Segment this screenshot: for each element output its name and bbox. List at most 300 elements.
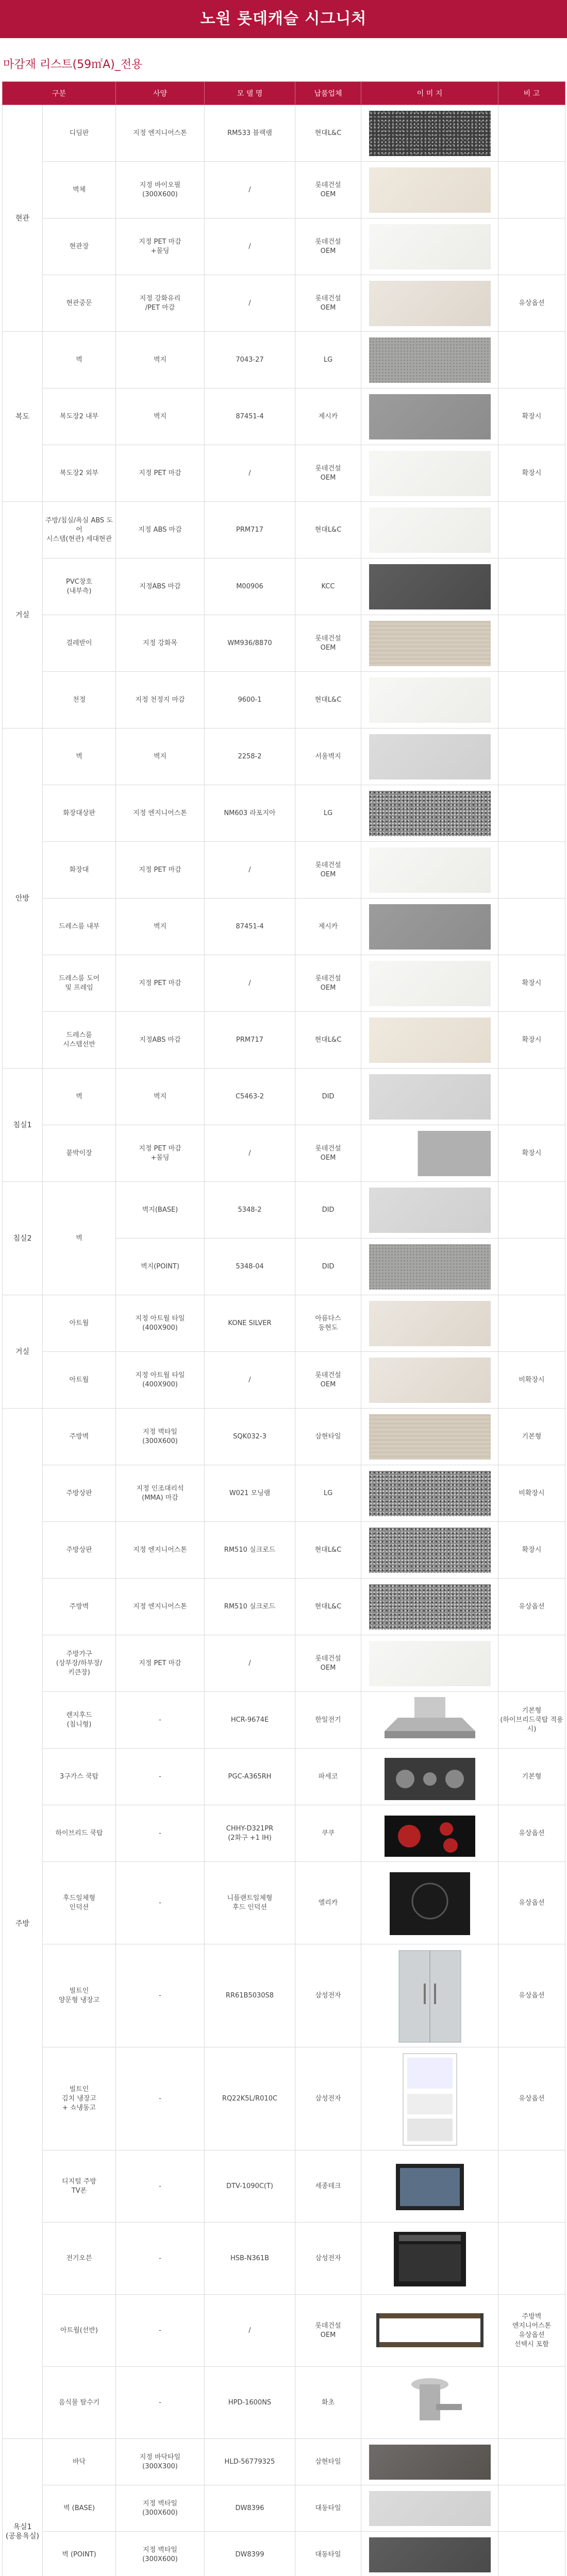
table-row [3, 162, 565, 218]
cell-vendor: LG [295, 1465, 361, 1522]
cell-image [361, 2485, 498, 2532]
cell-image [361, 105, 498, 162]
cell-spec: 지정 천정지 마감 [116, 672, 205, 728]
cell-note [498, 332, 565, 388]
table-row [3, 1069, 565, 1125]
cell-vendor: 롯데건설 OEM [295, 615, 361, 672]
cell-subcategory: 벽 [43, 728, 116, 785]
cell-subcategory: 하이브리드 쿡탑 [43, 1805, 116, 1862]
material-swatch [369, 1074, 491, 1120]
cell-subcategory: 빌트인 김치 냉장고 + 쇼냉동고 [43, 2047, 116, 2150]
cell-spec: 지정 엔지니어스톤 [116, 105, 205, 162]
cell-vendor: 제시카 [295, 899, 361, 955]
page-title: 노원 롯데캐슬 시그니처 [0, 0, 567, 38]
cell-note [498, 728, 565, 785]
cell-note: 비확장시 [498, 1465, 565, 1522]
table-row [3, 1522, 565, 1579]
cell-vendor: 대동타일 [295, 2532, 361, 2576]
cell-image [361, 1749, 498, 1805]
cell-model: / [205, 275, 295, 332]
cell-spec: 지정 엔지니어스톤 [116, 1522, 205, 1579]
cell-image [361, 1295, 498, 1352]
cell-note [498, 2223, 565, 2295]
cell-note [498, 2439, 565, 2485]
cell-image [361, 1635, 498, 1692]
cell-image [361, 2150, 498, 2223]
gas-illustration [369, 1752, 491, 1806]
cell-model: 87451-4 [205, 899, 295, 955]
material-swatch [369, 394, 491, 439]
table-row [3, 1295, 565, 1352]
cell-image [361, 1465, 498, 1522]
material-swatch [369, 1301, 491, 1346]
cell-subcategory: 빌트인 양문형 냉장고 [43, 1944, 116, 2047]
table-row [3, 275, 565, 332]
cell-model: C5463-2 [205, 1069, 295, 1125]
cell-vendor: 현대L&C [295, 1579, 361, 1635]
cell-image [361, 2532, 498, 2576]
cell-model: / [205, 842, 295, 899]
cell-model: W021 모닝램 [205, 1465, 295, 1522]
cell-subcategory: 걸레받이 [43, 615, 116, 672]
cell-subcategory: 아트월 [43, 1352, 116, 1409]
cell-vendor: 파세코 [295, 1749, 361, 1805]
shelf-image [369, 2298, 491, 2364]
table-row [3, 2295, 565, 2367]
cell-spec: 지정 엔지니어스톤 [116, 1579, 205, 1635]
cell-model: DTV-1090C(T) [205, 2150, 295, 2223]
material-swatch [369, 2445, 491, 2480]
cell-model: 7043-27 [205, 332, 295, 388]
cell-image [361, 2439, 498, 2485]
cell-model: KONE SILVER [205, 1295, 295, 1352]
cell-spec: - [116, 1944, 205, 2047]
material-swatch [369, 337, 491, 383]
cell-image [361, 1182, 498, 1239]
cell-vendor: 삼성전자 [295, 2047, 361, 2150]
cell-subcategory: 3구가스 쿡탑 [43, 1749, 116, 1805]
table-row [3, 672, 565, 728]
cell-category: 거실 [3, 502, 43, 728]
cell-image [361, 502, 498, 558]
cell-note [498, 1239, 565, 1295]
material-swatch [369, 1584, 491, 1630]
cell-subcategory: 주방가구 (상부장/하부장/ 키큰장) [43, 1635, 116, 1692]
header-vendor: 납품업체 [295, 82, 361, 105]
cell-image [361, 1522, 498, 1579]
table-row [3, 2047, 565, 2150]
table-row [3, 2367, 565, 2439]
table-row [3, 1749, 565, 1805]
cell-note [498, 672, 565, 728]
hood-image [369, 1695, 491, 1745]
cell-vendor: 롯데건설 OEM [295, 1352, 361, 1409]
cell-spec: - [116, 1692, 205, 1749]
cell-image [361, 1239, 498, 1295]
cell-image [361, 899, 498, 955]
cell-model: / [205, 1125, 295, 1182]
material-swatch [369, 1414, 491, 1460]
cell-note [498, 899, 565, 955]
finish-table-wrap [2, 81, 565, 2576]
header-spec: 사양 [116, 82, 205, 105]
table-row [3, 218, 565, 275]
header-category: 구분 [3, 82, 116, 105]
cell-spec: 지정ABS 마감 [116, 558, 205, 615]
cell-subcategory: 주방벽 [43, 1579, 116, 1635]
cell-image [361, 332, 498, 388]
cell-subcategory: 디딤판 [43, 105, 116, 162]
fridge-image [369, 1947, 491, 2044]
cell-spec: - [116, 1862, 205, 1944]
cell-model: 5348-2 [205, 1182, 295, 1239]
cell-subcategory: 화장대상판 [43, 785, 116, 842]
cell-note [498, 218, 565, 275]
cell-image [361, 2047, 498, 2150]
cell-note: 확장시 [498, 1012, 565, 1069]
table-row [3, 1465, 565, 1522]
cell-image [361, 2367, 498, 2439]
disposer-illustration [369, 2370, 491, 2437]
cell-vendor: DID [295, 1069, 361, 1125]
table-row [3, 728, 565, 785]
material-swatch [369, 2537, 491, 2572]
cell-subcategory: 후드일체형 인덕션 [43, 1862, 116, 1944]
cell-spec: 지정ABS 마감 [116, 1012, 205, 1069]
cell-spec: 지정 엔지니어스톤 [116, 785, 205, 842]
cell-note: 유상옵션 [498, 1944, 565, 2047]
table-row [3, 1579, 565, 1635]
material-swatch [369, 1018, 491, 1063]
cell-note [498, 1182, 565, 1239]
cell-subcategory: 화장대 [43, 842, 116, 899]
cell-model: HPD-1600NS [205, 2367, 295, 2439]
cell-image [361, 1944, 498, 2047]
cell-vendor: 삼현타일 [295, 1409, 361, 1465]
table-row [3, 105, 565, 162]
cell-model: 2258-2 [205, 728, 295, 785]
cell-model: 5348-04 [205, 1239, 295, 1295]
cell-spec: 벽지 [116, 899, 205, 955]
material-swatch [369, 848, 491, 893]
cell-subcategory: 디지털 주방 TV폰 [43, 2150, 116, 2223]
cell-note: 기본형 (하이브리드쿡탑 적용시) [498, 1692, 565, 1749]
cell-image [361, 2223, 498, 2295]
cell-note [498, 2150, 565, 2223]
cell-model: DW8399 [205, 2532, 295, 2576]
cell-subcategory: 전기오븐 [43, 2223, 116, 2295]
cell-model: 니플랜트일체형 후드 인덕션 [205, 1862, 295, 1944]
cell-image [361, 1352, 498, 1409]
cell-image [361, 1692, 498, 1749]
cell-subcategory: 벽 [43, 1069, 116, 1125]
cell-model: / [205, 1352, 295, 1409]
cell-spec: 지정 PET 마감 [116, 955, 205, 1012]
table-row [3, 785, 565, 842]
table-row [3, 1944, 565, 2047]
cell-category: 복도 [3, 332, 43, 502]
cell-category: 주방 [3, 1409, 43, 2439]
shelf-illustration [369, 2298, 491, 2365]
cell-image [361, 955, 498, 1012]
material-swatch [369, 1471, 491, 1516]
tv-image [369, 2154, 491, 2219]
cell-category: 현관 [3, 105, 43, 332]
cell-vendor: 현대L&C [295, 1012, 361, 1069]
gas-image [369, 1752, 491, 1802]
cell-note: 확장시 [498, 445, 565, 502]
cell-subcategory: 현관장 [43, 218, 116, 275]
cell-spec: 지정 바이오필 (300X600) [116, 162, 205, 218]
cell-vendor: 롯데건설 OEM [295, 1635, 361, 1692]
cell-image [361, 615, 498, 672]
cooktop-image [369, 1808, 491, 1859]
induction-image [369, 1865, 491, 1941]
cell-note: 유상옵션 [498, 1805, 565, 1862]
cell-image [361, 445, 498, 502]
material-swatch [369, 451, 491, 496]
cell-image [361, 1862, 498, 1944]
cell-note: 유상옵션 [498, 1862, 565, 1944]
cell-model: RM510 실크로드 [205, 1522, 295, 1579]
cell-vendor: DID [295, 1182, 361, 1239]
cell-spec: 벽지(BASE) [116, 1182, 205, 1239]
cell-subcategory: 렌지후드 (침니형) [43, 1692, 116, 1749]
material-swatch [369, 1188, 491, 1233]
cell-subcategory: 천정 [43, 672, 116, 728]
cell-note [498, 558, 565, 615]
cell-spec: 벽지 [116, 728, 205, 785]
cell-model: RR61B5030S8 [205, 1944, 295, 2047]
cell-vendor: 쿠쿠 [295, 1805, 361, 1862]
cell-spec: - [116, 2295, 205, 2367]
cell-model: HSB-N361B [205, 2223, 295, 2295]
cell-spec: 지정 강화유리 /PET 마감 [116, 275, 205, 332]
cell-note: 유상옵션 [498, 275, 565, 332]
header-note: 비 고 [498, 82, 565, 105]
material-swatch [369, 734, 491, 779]
cell-note: 유상옵션 [498, 2047, 565, 2150]
cell-model: M00906 [205, 558, 295, 615]
table-row [3, 1692, 565, 1749]
cell-vendor: 롯데건설 OEM [295, 955, 361, 1012]
cell-vendor: 롯데건설 OEM [295, 2295, 361, 2367]
cell-vendor: 롯데건설 OEM [295, 218, 361, 275]
table-row [3, 1635, 565, 1692]
cell-model: / [205, 162, 295, 218]
cell-spec: 벽지 [116, 1069, 205, 1125]
disposer-image [369, 2370, 491, 2436]
cell-vendor: 롯데건설 OEM [295, 275, 361, 332]
table-body [3, 105, 565, 2576]
cell-image [361, 1409, 498, 1465]
cell-spec: 지정 PET 마감 [116, 842, 205, 899]
table-row [3, 2150, 565, 2223]
cell-note: 확장시 [498, 1125, 565, 1182]
cell-note [498, 2485, 565, 2532]
cell-spec: 지정 ABS 마감 [116, 502, 205, 558]
cell-subcategory: 주방/침실/욕실 ABS 도어 시스템(현관) 세대현관 [43, 502, 116, 558]
cell-spec: 지정 강화목 [116, 615, 205, 672]
table-header-row [3, 82, 565, 105]
table-row [3, 899, 565, 955]
material-swatch [369, 2491, 491, 2526]
cell-image [361, 1125, 498, 1182]
cell-vendor: 롯데건설 OEM [295, 1125, 361, 1182]
cell-subcategory: 드레스룸 도어 및 프레임 [43, 955, 116, 1012]
cell-note [498, 842, 565, 899]
cell-subcategory: 아트월(선반) [43, 2295, 116, 2367]
cooktop-illustration [369, 1808, 491, 1863]
cell-category: 안방 [3, 728, 43, 1069]
cell-subcategory: 벽 (BASE) [43, 2485, 116, 2532]
cell-spec: - [116, 2047, 205, 2150]
fridge-illustration [369, 1947, 491, 2045]
cell-vendor: 롯데건설 OEM [295, 445, 361, 502]
cell-note: 확장시 [498, 388, 565, 445]
cell-subcategory: 드레스룸 내부 [43, 899, 116, 955]
cell-vendor: 삼성전자 [295, 1944, 361, 2047]
page-subtitle: 마감재 리스트(59㎡A)_전용 [3, 58, 143, 71]
cell-vendor: 현대L&C [295, 105, 361, 162]
material-swatch [369, 904, 491, 950]
cell-spec: 벽지 [116, 388, 205, 445]
cell-subcategory: 벽 [43, 1182, 116, 1295]
cell-vendor: 삼성전자 [295, 2223, 361, 2295]
cell-note: 기본형 [498, 1409, 565, 1465]
material-swatch [369, 1244, 491, 1290]
table-row [3, 1125, 565, 1182]
cell-note [498, 2532, 565, 2576]
cell-vendor: DID [295, 1239, 361, 1295]
cell-model: WM936/8870 [205, 615, 295, 672]
cell-model: NM603 라포지아 [205, 785, 295, 842]
cell-subcategory: 벽 [43, 332, 116, 388]
cell-subcategory: 음식물 탈수기 [43, 2367, 116, 2439]
cell-image [361, 728, 498, 785]
table-row [3, 2439, 565, 2485]
material-swatch [369, 1528, 491, 1573]
cell-vendor: LG [295, 332, 361, 388]
table-row [3, 615, 565, 672]
cell-spec: 지정 바닥타일 (300X300) [116, 2439, 205, 2485]
cell-vendor: 엘리카 [295, 1862, 361, 1944]
cell-spec: 지정 PET 마감 +몰딩 [116, 218, 205, 275]
oven-illustration [369, 2226, 491, 2293]
cell-note [498, 502, 565, 558]
table-row [3, 1805, 565, 1862]
material-swatch [369, 1641, 491, 1686]
cell-spec: 지정 PET 마감 +몰딩 [116, 1125, 205, 1182]
table-row [3, 842, 565, 899]
cell-note [498, 1295, 565, 1352]
cell-note [498, 162, 565, 218]
cell-image [361, 162, 498, 218]
cell-note: 주방벽 엔지니어스톤 유상옵션 선택시 포함 [498, 2295, 565, 2367]
cell-note [498, 785, 565, 842]
cell-vendor: 롯데건설 OEM [295, 162, 361, 218]
cell-note [498, 1069, 565, 1125]
cell-model: / [205, 218, 295, 275]
header-model: 모 델 명 [205, 82, 295, 105]
cell-note: 확장시 [498, 1522, 565, 1579]
cell-spec: 지정 PET 마감 [116, 1635, 205, 1692]
cell-model: / [205, 2295, 295, 2367]
cell-image [361, 672, 498, 728]
oven-image [369, 2226, 491, 2292]
table-row [3, 955, 565, 1012]
material-swatch [369, 224, 491, 269]
cell-vendor: 현대L&C [295, 672, 361, 728]
table-row [3, 1012, 565, 1069]
cell-model: 9600-1 [205, 672, 295, 728]
table-row [3, 1182, 565, 1239]
cell-spec: 지정 벽타일 (300X600) [116, 2532, 205, 2576]
cell-image [361, 275, 498, 332]
cell-vendor: 서울벽지 [295, 728, 361, 785]
cell-image [361, 785, 498, 842]
cell-model: CHHY-D321PR (2화구 +1 IH) [205, 1805, 295, 1862]
material-swatch [369, 1131, 491, 1176]
cell-vendor: 아름다스 동현도 [295, 1295, 361, 1352]
material-swatch [369, 564, 491, 609]
cell-spec: 지정 아트월 타일 (400X900) [116, 1352, 205, 1409]
cell-image [361, 1805, 498, 1862]
cell-subcategory: 붙박이장 [43, 1125, 116, 1182]
cell-subcategory: 복도장2 내부 [43, 388, 116, 445]
cell-model: HLD-56779325 [205, 2439, 295, 2485]
induction-illustration [369, 1865, 491, 1942]
cell-model: RM533 블랙램 [205, 105, 295, 162]
material-swatch [369, 791, 491, 836]
table-row [3, 1862, 565, 1944]
table-row [3, 388, 565, 445]
cell-model: 87451-4 [205, 388, 295, 445]
cell-model: / [205, 955, 295, 1012]
cell-category: 침실1 [3, 1069, 43, 1182]
cell-note [498, 615, 565, 672]
header-image: 이 미 지 [361, 82, 498, 105]
cell-category: 거실 [3, 1295, 43, 1409]
cell-model: PRM717 [205, 502, 295, 558]
cell-image [361, 388, 498, 445]
cell-note: 비확장시 [498, 1352, 565, 1409]
material-swatch [369, 111, 491, 156]
cell-model: PGC-A365RH [205, 1749, 295, 1805]
material-swatch [369, 677, 491, 723]
cell-model: PRM717 [205, 1012, 295, 1069]
cell-spec: 지정 벽타일 (300X600) [116, 1409, 205, 1465]
cell-note [498, 105, 565, 162]
cell-image [361, 558, 498, 615]
fridge2-illustration [369, 2050, 491, 2148]
cell-vendor: 한일전기 [295, 1692, 361, 1749]
cell-image [361, 218, 498, 275]
cell-image [361, 842, 498, 899]
table-row [3, 332, 565, 388]
cell-vendor: 화초 [295, 2367, 361, 2439]
cell-subcategory: 아트월 [43, 1295, 116, 1352]
cell-subcategory: 복도장2 외부 [43, 445, 116, 502]
cell-note [498, 2367, 565, 2439]
cell-spec: - [116, 1805, 205, 1862]
cell-spec: - [116, 1749, 205, 1805]
table-row [3, 1352, 565, 1409]
cell-model: SQK032-3 [205, 1409, 295, 1465]
cell-spec: - [116, 2367, 205, 2439]
cell-category: 욕실1 (공용욕실) [3, 2439, 43, 2576]
cell-model: RM510 실크로드 [205, 1579, 295, 1635]
